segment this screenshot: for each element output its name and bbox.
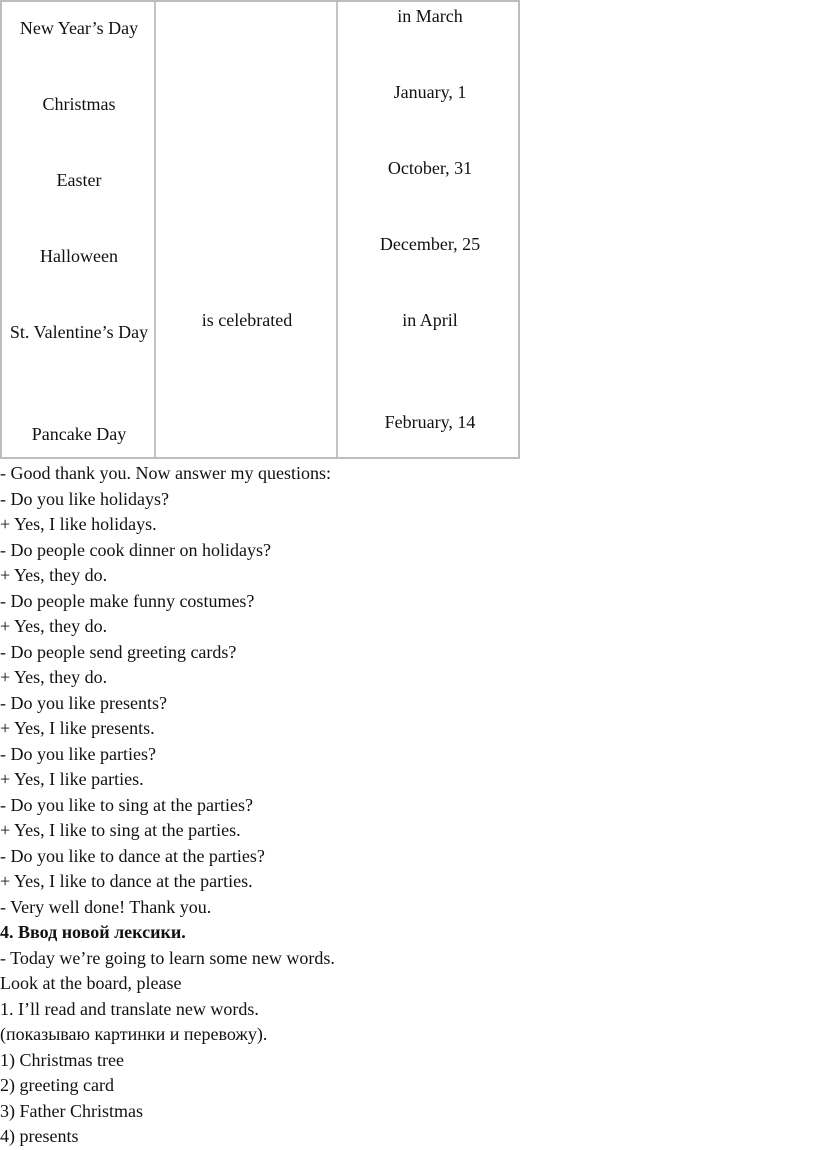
text-line: Look at the board, please: [0, 973, 182, 993]
text-line: - Do people make funny costumes?: [0, 590, 255, 611]
text-line: - Do people cook dinner on holidays?: [0, 539, 271, 560]
text-line: - Do people send greeting cards?: [0, 641, 237, 662]
vocab-item: 2) greeting card: [0, 1075, 114, 1095]
text-line: - Do you like to sing at the parties?: [0, 794, 253, 815]
verb-cell: is celebrated: [201, 310, 293, 330]
holiday-cell: Halloween: [40, 246, 118, 266]
date-cell: January, 1: [393, 82, 467, 102]
holiday-cell: Pancake Day: [31, 424, 127, 444]
date-cell: February, 14: [384, 412, 476, 432]
text-line: - Do you like parties?: [0, 743, 156, 764]
column-divider: [154, 2, 156, 457]
date-cell: in March: [397, 6, 463, 26]
holiday-cell: Christmas: [42, 94, 116, 114]
text-line: + Yes, I like parties.: [0, 769, 144, 789]
text-line: 1. I’ll read and translate new words.: [0, 998, 259, 1019]
holiday-matching-table: [0, 0, 520, 459]
text-line: + Yes, they do.: [0, 667, 108, 687]
text-line: + Yes, I like holidays.: [0, 514, 157, 534]
date-cell: December, 25: [379, 234, 481, 254]
text-line: - Do you like to dance at the parties?: [0, 845, 265, 866]
vocab-item: 1) Christmas tree: [0, 1049, 124, 1070]
text-line: - Do you like presents?: [0, 692, 167, 713]
lesson-text: [0, 461, 600, 1150]
holiday-cell: St. Valentine’s Day: [9, 322, 149, 342]
text-line: + Yes, I like presents.: [0, 718, 155, 738]
vocab-item: 3) Father Christmas: [0, 1100, 143, 1121]
text-line: + Yes, they do.: [0, 616, 108, 636]
text-line: + Yes, I like to dance at the parties.: [0, 871, 253, 891]
date-cell: October, 31: [387, 158, 473, 178]
section-heading: 4. Ввод новой лексики.: [0, 922, 186, 942]
text-line: - Very well done! Thank you.: [0, 896, 212, 917]
text-line: + Yes, they do.: [0, 565, 108, 585]
text-line: + Yes, I like to sing at the parties.: [0, 820, 241, 840]
holiday-cell: Easter: [56, 170, 102, 190]
column-divider: [336, 2, 338, 457]
text-line: (показываю картинки и перевожу).: [0, 1024, 268, 1044]
vocab-item: 4) presents: [0, 1126, 79, 1146]
text-line: - Do you like holidays?: [0, 488, 169, 509]
holiday-cell: New Year’s Day: [19, 18, 139, 38]
text-line: - Today we’re going to learn some new words.: [0, 947, 335, 968]
text-line: - Good thank you. Now answer my questions:: [0, 463, 331, 483]
date-cell: in April: [402, 310, 458, 330]
